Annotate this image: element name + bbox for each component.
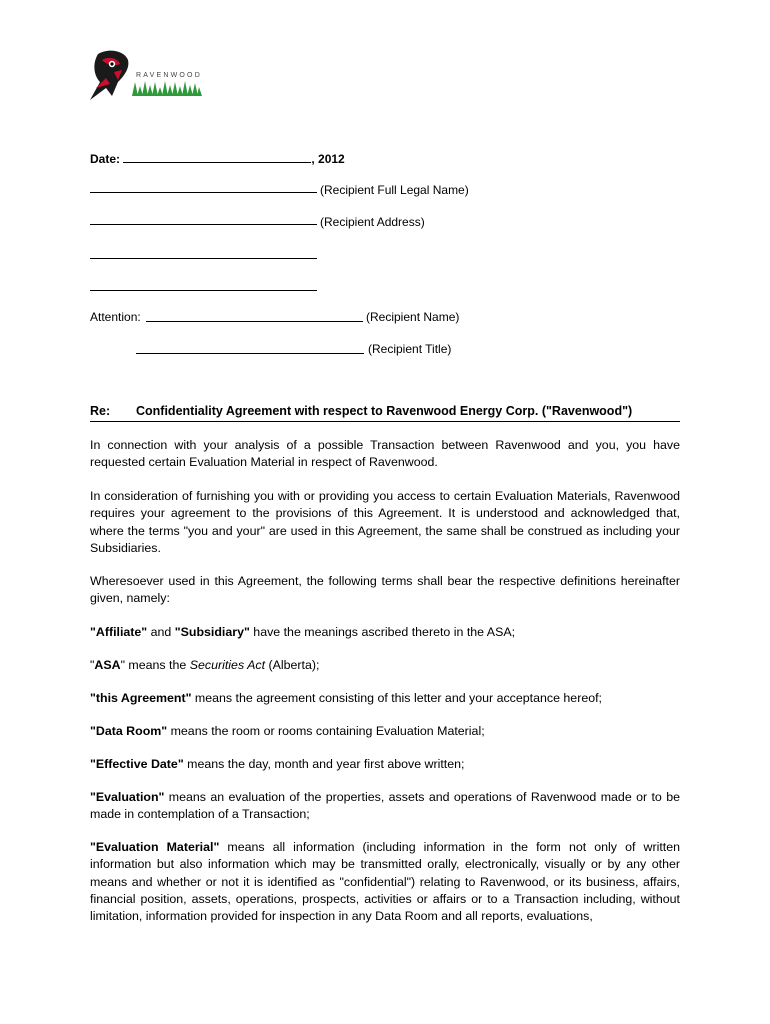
- date-suffix: , 2012: [311, 152, 345, 166]
- definition-evaluation: "Evaluation" means an evaluation of the properties, assets and operations of Ravenwood made or to be made in contemplation of a Transaction;: [90, 790, 680, 822]
- subject-text: Confidentiality Agreement with respect to Ravenwood Energy Corp. ("Ravenwood"): [136, 404, 633, 418]
- subject-label: Re:: [90, 404, 111, 418]
- address-line-3-blank[interactable]: [90, 278, 317, 291]
- definition-term: "Affiliate": [90, 625, 148, 639]
- date-label: Date:: [90, 152, 121, 166]
- recipient-name-blank[interactable]: [90, 180, 317, 193]
- definition-term: "Data Room": [90, 724, 168, 738]
- paragraph-2: In consideration of furnishing you with or providing you access to certain Evaluation Materials, Ravenwood requires your agreement to the provisions of this Agreement. It is understood and acknowledged that, where the terms "you and your" are used in this Agreement, the same shall be construed as including your Subsidiaries.: [90, 489, 680, 555]
- definition-term: "Evaluation Material": [90, 840, 220, 854]
- definition-this-agreement: "this Agreement" means the agreement consisting of this letter and your acceptance hereof;: [90, 691, 602, 705]
- attention-title-blank[interactable]: [136, 341, 364, 354]
- definition-term: "Effective Date": [90, 757, 184, 771]
- definition-affiliate: "Affiliate" and "Subsidiary" have the meanings ascribed thereto in the ASA;: [90, 625, 516, 639]
- date-blank[interactable]: [123, 151, 311, 163]
- recipient-address-blank[interactable]: [90, 212, 317, 225]
- logo-wordmark: RAVENWOOD: [136, 72, 202, 79]
- subject-line: [90, 404, 680, 422]
- definition-data-room: "Data Room" means the room or rooms containing Evaluation Material;: [90, 724, 485, 738]
- attention-name-blank[interactable]: [146, 309, 363, 322]
- attention-name-label: (Recipient Name): [366, 310, 460, 324]
- definition-italic: Securities Act: [189, 658, 266, 672]
- definition-term: "Subsidiary": [174, 625, 250, 639]
- attention-title-label: (Recipient Title): [368, 342, 452, 356]
- definition-asa: "ASA" means the Securities Act (Alberta);: [90, 658, 320, 672]
- address-line-2-blank[interactable]: [90, 246, 317, 259]
- date-line: [90, 151, 345, 166]
- recipient-address-label: (Recipient Address): [320, 215, 425, 229]
- grass-icon: [132, 81, 202, 96]
- definition-term: "Evaluation": [90, 790, 165, 804]
- definition-effective-date: "Effective Date" means the day, month and year first above written;: [90, 757, 465, 771]
- paragraph-1: In connection with your analysis of a possible Transaction between Ravenwood and you, you have requested certain Evaluation Material in respect of Ravenwood.: [90, 438, 680, 470]
- attention-label: Attention:: [90, 310, 141, 324]
- definition-term: ASA: [94, 658, 121, 672]
- recipient-name-label: (Recipient Full Legal Name): [320, 183, 469, 197]
- definition-evaluation-material: "Evaluation Material" means all information (including information in the form not only of written information but also information which may be transmitted orally, electronically, visually or by any other means and whether or not it is identified as "confidential") relating to Ravenwood, or its business, affairs, financial position, assets, operations, prospects, activities or affairs or to a Transaction including, without limitation, information provided for inspection in any Data Room and all reports, evaluations,: [90, 840, 680, 924]
- paragraph-3: Wheresoever used in this Agreement, the following terms shall bear the respective definitions hereinafter given, namely:: [90, 574, 680, 606]
- definition-term: "this Agreement": [90, 691, 192, 705]
